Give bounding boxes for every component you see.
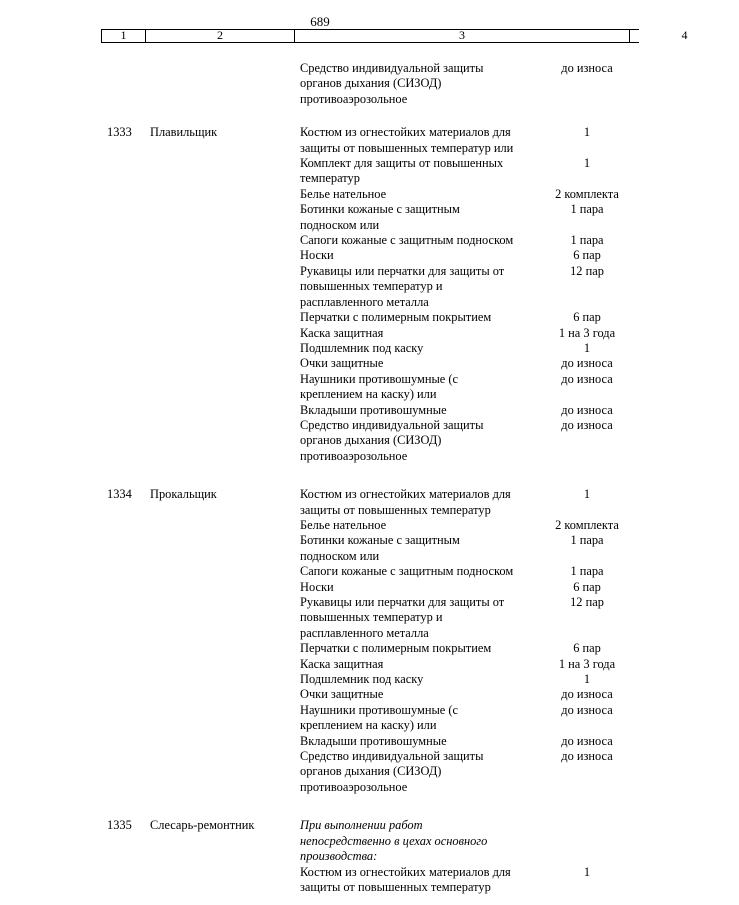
ppe-item-line: противоаэрозольное — [300, 448, 408, 463]
header-col-2: 2 — [146, 29, 295, 43]
issue-norm: 2 комплекта — [555, 186, 619, 201]
ppe-row — [0, 341, 640, 356]
ppe-item — [300, 687, 530, 702]
issue-norm: 6 пар — [573, 579, 601, 594]
ppe-item — [300, 310, 530, 325]
issue-norm: 6 пар — [573, 310, 601, 325]
issue-norm: 1 — [583, 156, 591, 171]
ppe-row — [0, 518, 640, 533]
issue-norm: до износа — [561, 687, 613, 702]
ppe-row — [0, 202, 640, 233]
ppe-row — [0, 61, 640, 107]
ppe-item-line: Костюм из огнестойких материалов для — [300, 125, 511, 140]
issue-norm: 6 пар — [573, 248, 601, 263]
issue-norm: 1 пара — [570, 533, 604, 548]
header-col-4: 4 — [681, 28, 688, 42]
profession-block — [0, 61, 640, 107]
issue-norm: 1 на 3 года — [558, 325, 616, 340]
issue-norm: 1 пара — [570, 233, 604, 248]
ppe-item — [300, 749, 530, 795]
ppe-row — [0, 641, 640, 656]
ppe-row — [0, 703, 640, 734]
ppe-item-line: Очки защитные — [300, 356, 384, 371]
ppe-item-line: повышенных температур и — [300, 610, 443, 625]
profession-block — [0, 818, 640, 895]
issue-norm: до износа — [561, 702, 613, 717]
issue-norm: 1 пара — [570, 202, 604, 217]
issue-norm: 1 — [583, 125, 591, 140]
ppe-item-line: Костюм из огнестойких материалов для — [300, 487, 511, 502]
ppe-item-line: Комплект для защиты от повышенных — [300, 156, 504, 171]
ppe-item-line: Каска защитная — [300, 656, 384, 671]
ppe-item — [300, 641, 530, 656]
table-body — [0, 61, 640, 895]
row-number: 1333 — [107, 125, 132, 140]
ppe-item-line: Белье нательное — [300, 186, 387, 201]
ppe-item — [300, 356, 530, 371]
ppe-item-line: органов дыхания (СИЗОД) — [300, 433, 442, 448]
issue-norm: до износа — [561, 356, 613, 371]
ppe-item-line: Рукавицы или перчатки для защиты от — [300, 595, 505, 609]
issue-norm: 1 — [583, 672, 591, 687]
ppe-item-line: температур — [300, 171, 360, 186]
issue-norm: до износа — [561, 417, 613, 432]
ppe-item-line: Вкладыши противошумные — [300, 402, 447, 417]
ppe-row — [0, 403, 640, 418]
ppe-item-line: При выполнении работ — [300, 818, 423, 833]
ppe-item-line: Сапоги кожаные с защитным подноском — [300, 233, 514, 248]
ppe-item-line: креплением на каску) или — [300, 718, 437, 733]
ppe-item-line: Средство индивидуальной защиты — [300, 417, 484, 432]
ppe-item-line: Сапоги кожаные с защитным подноском — [300, 564, 514, 579]
ppe-item-line: Наушники противошумные (с — [300, 702, 459, 717]
profession-name: Прокальщик — [150, 487, 217, 502]
ppe-item-line: производства: — [300, 849, 378, 864]
ppe-row — [0, 125, 640, 156]
ppe-item-line: Носки — [300, 248, 334, 263]
ppe-row — [0, 264, 640, 310]
ppe-item — [300, 595, 530, 641]
ppe-item-line: Средство индивидуальной защиты — [300, 749, 484, 764]
ppe-item — [300, 487, 530, 518]
ppe-row — [0, 818, 640, 864]
ppe-item — [300, 372, 530, 403]
ppe-item-line: Подшлемник под каску — [300, 340, 424, 355]
ppe-item-line: расплавленного металла — [300, 294, 429, 309]
ppe-item — [300, 202, 530, 233]
ppe-item-line: повышенных температур и — [300, 279, 443, 294]
ppe-item — [300, 865, 530, 896]
ppe-item-line: подноском или — [300, 548, 380, 563]
ppe-item-line: Белье нательное — [300, 517, 387, 532]
ppe-item — [300, 703, 530, 734]
table-header — [101, 28, 688, 43]
ppe-row — [0, 356, 640, 371]
ppe-item-line: Ботинки кожаные с защитным — [300, 202, 460, 217]
issue-norm: 2 комплекта — [555, 517, 619, 532]
issue-norm: 1 на 3 года — [558, 656, 616, 671]
profession-block — [0, 125, 640, 464]
issue-norm: 6 пар — [573, 641, 601, 656]
header-col-3: 3 — [295, 29, 630, 43]
issue-norm: 12 пар — [570, 263, 604, 278]
issue-norm: 1 — [583, 340, 591, 355]
ppe-item — [300, 264, 530, 310]
ppe-item-line: расплавленного металла — [300, 625, 429, 640]
ppe-row — [0, 326, 640, 341]
ppe-row — [0, 580, 640, 595]
ppe-item-line: Перчатки с полимерным покрытием — [300, 310, 492, 325]
ppe-item-line: Подшлемник под каску — [300, 672, 424, 687]
ppe-row — [0, 865, 640, 896]
profession-name: Плавильщик — [150, 125, 218, 140]
page-number: 689 — [310, 14, 330, 29]
issue-norm: 1 — [583, 864, 591, 879]
ppe-item — [300, 657, 530, 672]
ppe-row — [0, 657, 640, 672]
ppe-item — [300, 734, 530, 749]
ppe-item-line: защиты от повышенных температур — [300, 879, 491, 894]
ppe-row — [0, 418, 640, 464]
ppe-item-line: Вкладыши противошумные — [300, 733, 447, 748]
issue-norm: до износа — [561, 749, 613, 764]
ppe-item — [300, 187, 530, 202]
ppe-item-line: защиты от повышенных температур или — [300, 140, 514, 155]
ppe-item-line: Каска защитная — [300, 325, 384, 340]
ppe-item-line: противоаэрозольное — [300, 91, 408, 106]
ppe-item-line: Рукавицы или перчатки для защиты от — [300, 263, 505, 278]
ppe-row — [0, 372, 640, 403]
ppe-item — [300, 580, 530, 595]
ppe-item — [300, 248, 530, 263]
ppe-item-line: Перчатки с полимерным покрытием — [300, 641, 492, 656]
ppe-row — [0, 749, 640, 795]
issue-norm: до износа — [561, 61, 613, 75]
ppe-row — [0, 248, 640, 263]
ppe-item-line: непосредственно в цехах основного — [300, 833, 488, 848]
ppe-item — [300, 403, 530, 418]
ppe-item-line: Носки — [300, 579, 334, 594]
ppe-item-line: Ботинки кожаные с защитным — [300, 533, 460, 548]
ppe-item — [300, 326, 530, 341]
ppe-item — [300, 418, 530, 464]
ppe-item — [300, 518, 530, 533]
ppe-item-line: органов дыхания (СИЗОД) — [300, 76, 442, 91]
ppe-row — [0, 187, 640, 202]
ppe-item-line: защиты от повышенных температур — [300, 502, 491, 517]
issue-norm: до износа — [561, 733, 613, 748]
ppe-item-line: подноском или — [300, 217, 380, 232]
ppe-row — [0, 672, 640, 687]
ppe-row — [0, 310, 640, 325]
ppe-item — [300, 818, 530, 864]
ppe-item — [300, 125, 530, 156]
row-number: 1335 — [107, 818, 132, 833]
ppe-row — [0, 564, 640, 579]
ppe-item — [300, 156, 530, 187]
ppe-item-line: креплением на каску) или — [300, 387, 437, 402]
ppe-item — [300, 533, 530, 564]
ppe-item — [300, 233, 530, 248]
ppe-row — [0, 734, 640, 749]
ppe-item-line: Костюм из огнестойких материалов для — [300, 864, 511, 879]
ppe-item-line: Наушники противошумные (с — [300, 371, 459, 386]
ppe-row — [0, 687, 640, 702]
ppe-item-line: органов дыхания (СИЗОД) — [300, 764, 442, 779]
issue-norm: до износа — [561, 371, 613, 386]
header-col-1: 1 — [101, 29, 146, 43]
ppe-item-line: Средство индивидуальной защиты — [300, 61, 484, 75]
ppe-item — [300, 672, 530, 687]
issue-norm: 1 — [583, 487, 591, 502]
issue-norm: 1 пара — [570, 564, 604, 579]
row-number: 1334 — [107, 487, 132, 502]
ppe-item-line: Очки защитные — [300, 687, 384, 702]
ppe-item — [300, 564, 530, 579]
ppe-item — [300, 341, 530, 356]
ppe-item-line: противоаэрозольное — [300, 779, 408, 794]
ppe-row — [0, 595, 640, 641]
ppe-row — [0, 156, 640, 187]
ppe-row — [0, 233, 640, 248]
issue-norm: до износа — [561, 402, 613, 417]
ppe-row — [0, 487, 640, 518]
ppe-item — [300, 61, 530, 107]
issue-norm: 12 пар — [570, 595, 604, 609]
profession-block — [0, 487, 640, 795]
profession-name: Слесарь-ремонтник — [150, 818, 255, 833]
ppe-row — [0, 533, 640, 564]
